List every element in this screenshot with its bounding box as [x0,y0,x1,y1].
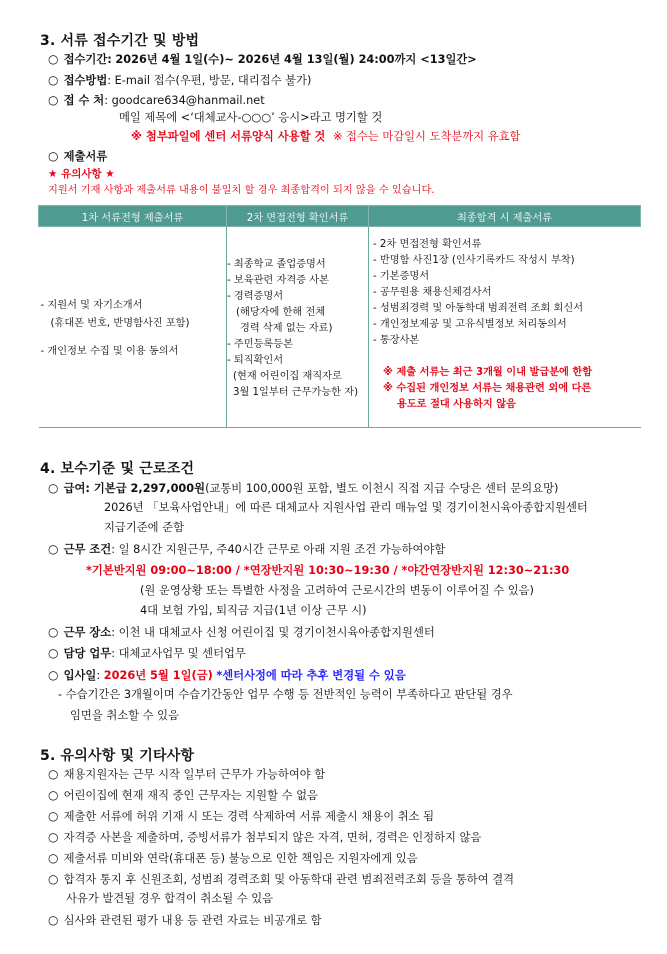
list-item: - 주민등록등본 [227,339,293,350]
pay-line: ○ 급여: 기본급 2,297,000원(교통비 100,000원 포함, 별도 이천시 직접 지급 수당은 센터 문의요망) [48,481,559,495]
pay-line-3: 지급기준에 준함 [104,521,184,534]
list-item: ○ 제출한 서류에 허위 기재 시 또는 경력 삭제하여 서류 제출시 채용이 취소 됨 [48,809,435,823]
place-line: ○ 접 수 처: goodcare634@hanmail.net [48,93,265,107]
method-line: ○ 접수방법: E-mail 접수(우편, 방문, 대리접수 불가) [48,73,312,87]
list-item: - 통장사본 [373,335,420,346]
list-item: 경력 삭제 없는 자료) [240,323,333,334]
probation-line-2: 임면을 취소할 수 있음 [70,709,179,722]
work-line: ○ 근무 조건: 일 8시간 지원근무, 주40시간 근무로 아래 지원 조건 가능하여야함 [48,542,446,556]
list-item: - 최종학교 졸업증명서 [227,259,326,270]
pay-detail: (교통비 100,000원 포함, 별도 이천시 직접 지급 수당은 센터 문의요망) [205,482,559,495]
list-item: ○ 채용지원자는 근무 시작 일부터 근무가 가능하여야 함 [48,767,326,781]
list-item: - 기본증명서 [373,271,430,282]
list-item: ○ 제출서류 미비와 연락(휴대폰 등) 불능으로 인한 책임은 지원자에게 있음 [48,851,418,865]
work-label: 근무 조건 [63,543,112,556]
list-item: - 개인정보 수집 및 이용 동의서 [40,346,179,357]
list-item: - 성범죄경력 및 아동학대 범죄전력 조회 회신서 [373,303,584,314]
list-item: - 보육관련 자격증 사본 [227,275,329,286]
pay-amount: : 기본급 2,297,000원 [85,482,206,495]
pay-line-2: 2026년 「보육사업안내」에 따른 대체교사 지원사업 관리 매뉴얼 및 경기이천시육아종합지원센터 [104,501,588,514]
period-line: ○ 접수기간: 2026년 4월 1일(수)~ 2026년 4월 13일(월) 24:00까지 <13일간> [48,52,477,66]
list-item-continuation: 사유가 발견될 경우 합격이 취소될 수 있음 [66,892,274,905]
start-note: *센터사정에 따라 추후 변경될 수 있음 [216,669,406,682]
attach-note: ※ 첨부파일에 센터 서류양식 사용할 것 [131,130,326,143]
table-header-3: 최종합격 시 제출서류 [369,206,641,227]
section-5-title: 5. 유의사항 및 기타사항 [40,748,195,764]
caution-text: 지원서 기재 사항과 제출서류 내용이 불일치 할 경우 최종합격이 되지 않을 수 있습니다. [48,185,435,196]
table-cell-first-round [39,227,227,428]
work-hours: *기본반지원 09:00~18:00 / *연장반지원 10:30~19:30 / *야간연장반지원 12:30~21:30 [86,564,570,577]
place-label: 접 수 처 [63,94,105,107]
pay-label: 급여 [63,482,86,495]
table-cell-final [369,227,641,428]
list-item: - 반명함 사진1장 (인사기록카드 작성시 부착) [373,255,575,266]
work-place-value: : 이천 내 대체교사 신청 어린이집 및 경기이천시육아종합지원센터 [111,626,435,639]
list-item: ○ 심사와 관련된 평가 내용 등 관련 자료는 비공개로 함 [48,913,322,927]
list-item: - 개인정보제공 및 고유식별정보 처리동의서 [373,319,567,330]
duty-value: : 대체교사업무 및 센터업무 [111,647,246,660]
period-value: 2026년 4월 1일(수)~ 2026년 4월 13일(월) 24:00까지 <13일간> [115,53,477,66]
start-line: ○ 입사일: 2026년 5월 1일(금) *센터사정에 따라 추후 변경될 수 있음 [48,668,406,682]
table-header-1: 1차 서류전형 제출서류 [39,206,227,227]
docs-label: 제출서류 [63,150,108,163]
table-header-2: 2차 면접전형 확인서류 [227,206,369,227]
list-item: ○ 합격자 통지 후 신원조회, 성범죄 경력조회 및 아동학대 관련 범죄전력조회 등을 통하여 결격 [48,872,515,886]
work-place-label: 근무 장소 [63,626,112,639]
list-item: - 공무원용 채용신체검사서 [373,287,492,298]
work-place-line: ○ 근무 장소: 이천 내 대체교사 신청 어린이집 및 경기이천시육아종합지원센터 [48,625,435,639]
list-item: - 지원서 및 자기소개서 [40,300,143,311]
caution-title: ★ 유의사항 ★ [48,168,115,180]
table-cell-second-round [227,227,369,428]
list-item: - 퇴직확인서 [227,355,284,366]
table-note: ※ 제출 서류는 최근 3개월 이내 발급분에 한함 [383,367,593,378]
receipt-note: ※ 접수는 마감일시 도착분까지 유효함 [332,130,521,143]
method-value: : E-mail 접수(우편, 방문, 대리접수 불가) [107,74,312,87]
work-value: : 일 8시간 지원근무, 주40시간 근무로 아래 지원 조건 가능하여야함 [111,543,446,556]
docs-line: ○ 제출서류 [48,149,108,163]
probation-line-1: - 수습기간은 3개월이며 수습기간동안 업무 수행 등 전반적인 능력이 부족하다고 판단될 경우 [58,688,513,701]
start-value: 2026년 5월 1일(금) [103,669,213,682]
table-note: ※ 수집된 개인정보 서류는 채용관련 외에 다른 [383,383,592,394]
list-item: 3월 1일부터 근무가능한 자) [233,387,359,398]
list-item: (현재 어린이집 재직자로 [233,371,342,382]
list-item: ○ 자격증 사본을 제출하며, 증빙서류가 첨부되지 않은 자격, 면허, 경력은 인정하지 않음 [48,830,482,844]
period-label: 접수기간: [63,53,112,66]
attach-note-line [131,130,520,144]
list-item: (휴대폰 번호, 반명함사진 포함) [50,318,190,329]
list-item: (해당자에 한해 전체 [236,307,326,318]
start-label: 입사일 [63,669,97,682]
list-item: ○ 어린이집에 현재 재직 중인 근무자는 지원할 수 없음 [48,788,318,802]
insurance-note: 4대 보험 가입, 퇴직금 지급(1년 이상 근무 시) [140,604,367,617]
place-value: : goodcare634@hanmail.net [104,94,265,107]
list-item: - 경력증명서 [227,291,284,302]
section-3-title: 3. 서류 접수기간 및 방법 [40,33,200,49]
mail-subject: 메일 제목에 <‘대체교사-○○○’ 응시>라고 명기할 것 [119,111,383,124]
method-label: 접수방법 [63,74,108,87]
duty-line: ○ 담당 업무: 대체교사업무 및 센터업무 [48,646,246,660]
list-item: - 2차 면접전형 확인서류 [373,239,482,250]
duty-label: 담당 업무 [63,647,112,660]
section-4-title: 4. 보수기준 및 근로조건 [40,461,195,477]
documents-table [38,205,641,428]
work-hours-note: (원 운영상황 또는 특별한 사정을 고려하여 근로시간의 변동이 이루어질 수 있음) [140,584,534,597]
table-note: 용도로 절대 사용하지 않음 [397,399,516,410]
